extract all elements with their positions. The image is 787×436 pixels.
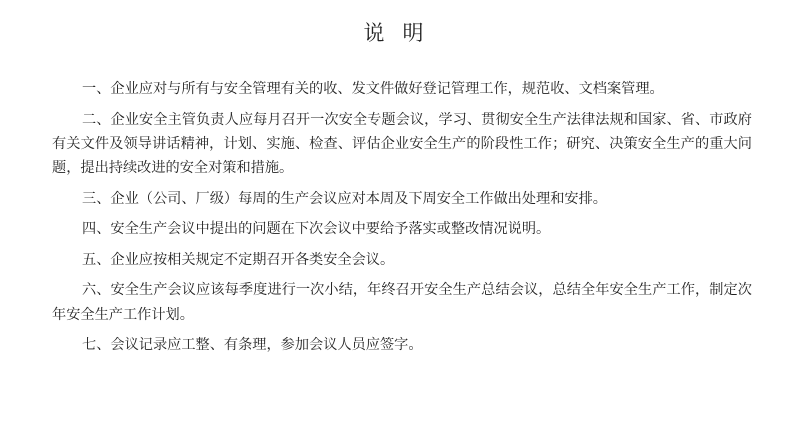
paragraph-6: 六、安全生产会议应该每季度进行一次小结，年终召开安全生产总结会议，总结全年安全生产工作，制定次年安全生产工作计划。 [52,282,752,323]
paragraph-1: 一、企业应对与所有与安全管理有关的收、发文件做好登记管理工作，规范收、文档案管理。 [82,81,664,97]
paragraph-7: 七、会议记录应工整、有条理，参加会议人员应签字。 [82,337,423,354]
paragraph-5: 五、企业应按相关规定不定期召开各类安全会议。 [82,251,395,268]
paragraph-3: 三、企业（公司、厂级）每周的生产会议应对本周及下周安全工作做出处理和安排。 [82,190,607,207]
paragraph-2: 二、企业安全主管负责人应每月召开一次安全专题会议，学习、贯彻安全生产法律法规和国家、省、市政府有关文件及领导讲话精神，计划、实施、检查、评估企业安全生产的阶段性工作；研究、决策安全生产的重大问题，提出持续改进的安全对策和措施。 [52,111,752,176]
document-body [52,77,752,364]
document-title: 说明 [363,21,442,45]
paragraph-4: 四、安全生产会议中提出的问题在下次会议中要给予落实或整改情况说明。 [82,221,551,238]
